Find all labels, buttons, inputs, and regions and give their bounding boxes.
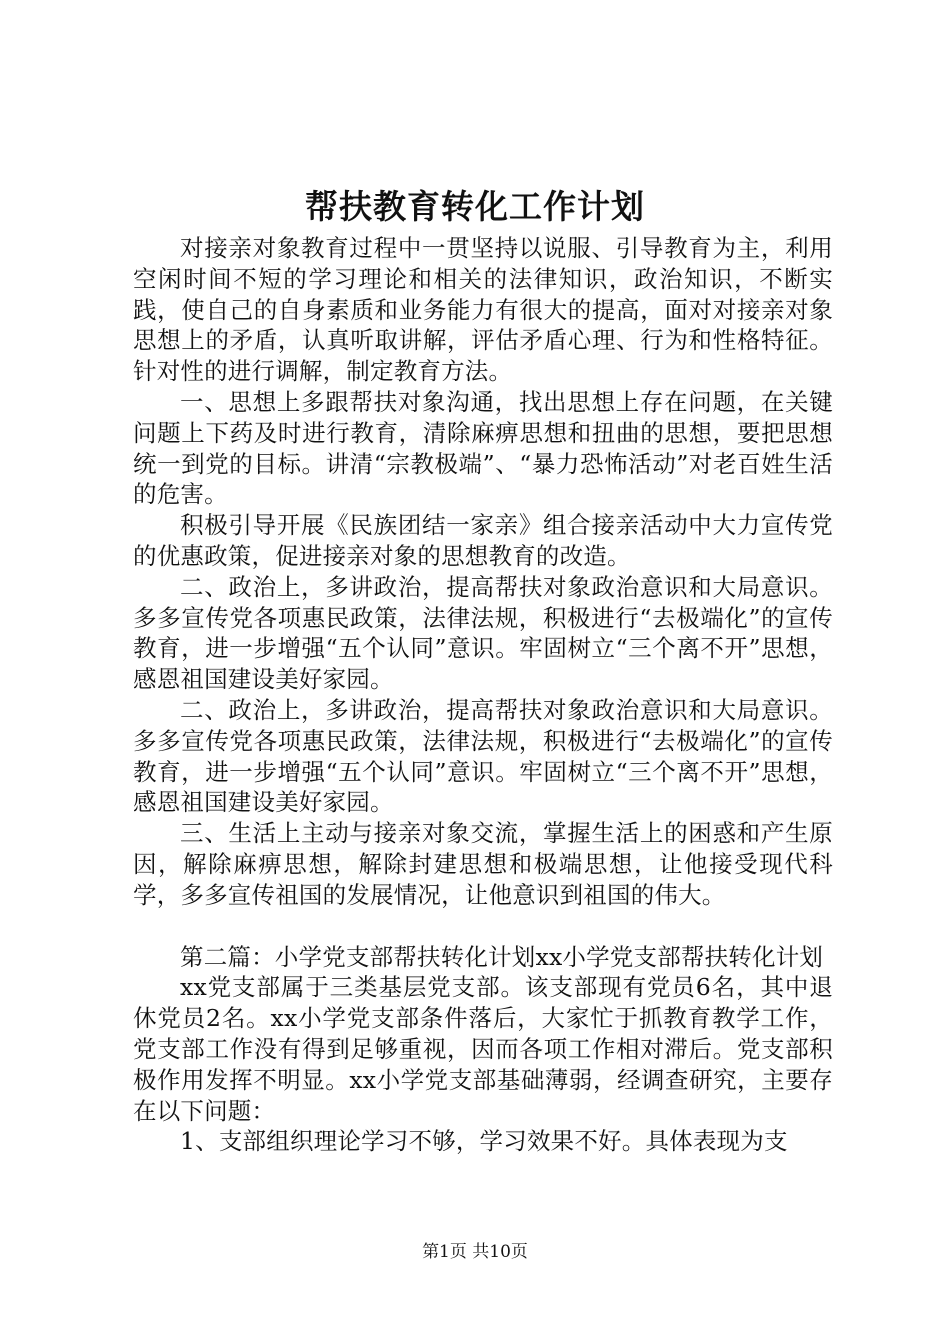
- paragraph-problem-1: 1、支部组织理论学习不够，学习效果不好。具体表现为支: [180, 1127, 788, 1156]
- paragraph-section-2: 二、政治上，多讲政治，提高帮扶对象政治意识和大局意识。多多宣传党各项惠民政策，法律法规，积极进行“去极端化”的宣传教育，进一步增强“五个认同”意识。牢固树立“三个离不开”思想，感恩祖国建设美好家园。: [133, 572, 833, 694]
- document-body: [133, 233, 833, 1157]
- document-title: 帮扶教育转化工作计划: [305, 187, 645, 226]
- paragraph-section-1: 一、思想上多跟帮扶对象沟通，找出思想上存在问题，在关键问题上下药及时进行教育，清除麻痹思想和扭曲的思想，要把思想统一到党的目标。讲清“宗教极端”、“暴力恐怖活动”对老百姓生活的危害。: [133, 387, 833, 509]
- paragraph-branch-overview: xx党支部属于三类基层党支部。该支部现有党员6名，其中退休党员2名。xx小学党支部条件落后，大家忙于抓教育教学工作，党支部工作没有得到足够重视，因而各项工作相对滞后。党支部积极作用发挥不明显。xx小学党支部基础薄弱，经调查研究，主要存在以下问题：: [133, 973, 833, 1125]
- paragraph-section-2-repeat: 二、政治上，多讲政治，提高帮扶对象政治意识和大局意识。多多宣传党各项惠民政策，法律法规，积极进行“去极端化”的宣传教育，进一步增强“五个认同”意识。牢固树立“三个离不开”思想，感恩祖国建设美好家园。: [133, 695, 833, 817]
- paragraph-spacer: [133, 911, 833, 942]
- paragraph-unity-activity: 积极引导开展《民族团结一家亲》组合接亲活动中大力宣传党的优惠政策，促进接亲对象的思想教育的改造。: [133, 511, 833, 570]
- page-number: 第1页 共10页: [422, 1242, 528, 1262]
- paragraph-part-two-heading: 第二篇：小学党支部帮扶转化计划xx小学党支部帮扶转化计划: [180, 942, 824, 971]
- paragraph-section-3: 三、生活上主动与接亲对象交流，掌握生活上的困惑和产生原因，解除麻痹思想，解除封建思想和极端思想，让他接受现代科学，多多宣传祖国的发展情况，让他意识到祖国的伟大。: [133, 819, 833, 909]
- paragraph-intro: 对接亲对象教育过程中一贯坚持以说服、引导教育为主，利用空闲时间不短的学习理论和相关的法律知识，政治知识，不断实践，使自己的自身素质和业务能力有很大的提高，面对对接亲对象思想上的矛盾，认真听取讲解，评估矛盾心理、行为和性格特征。针对性的进行调解，制定教育方法。: [133, 234, 833, 386]
